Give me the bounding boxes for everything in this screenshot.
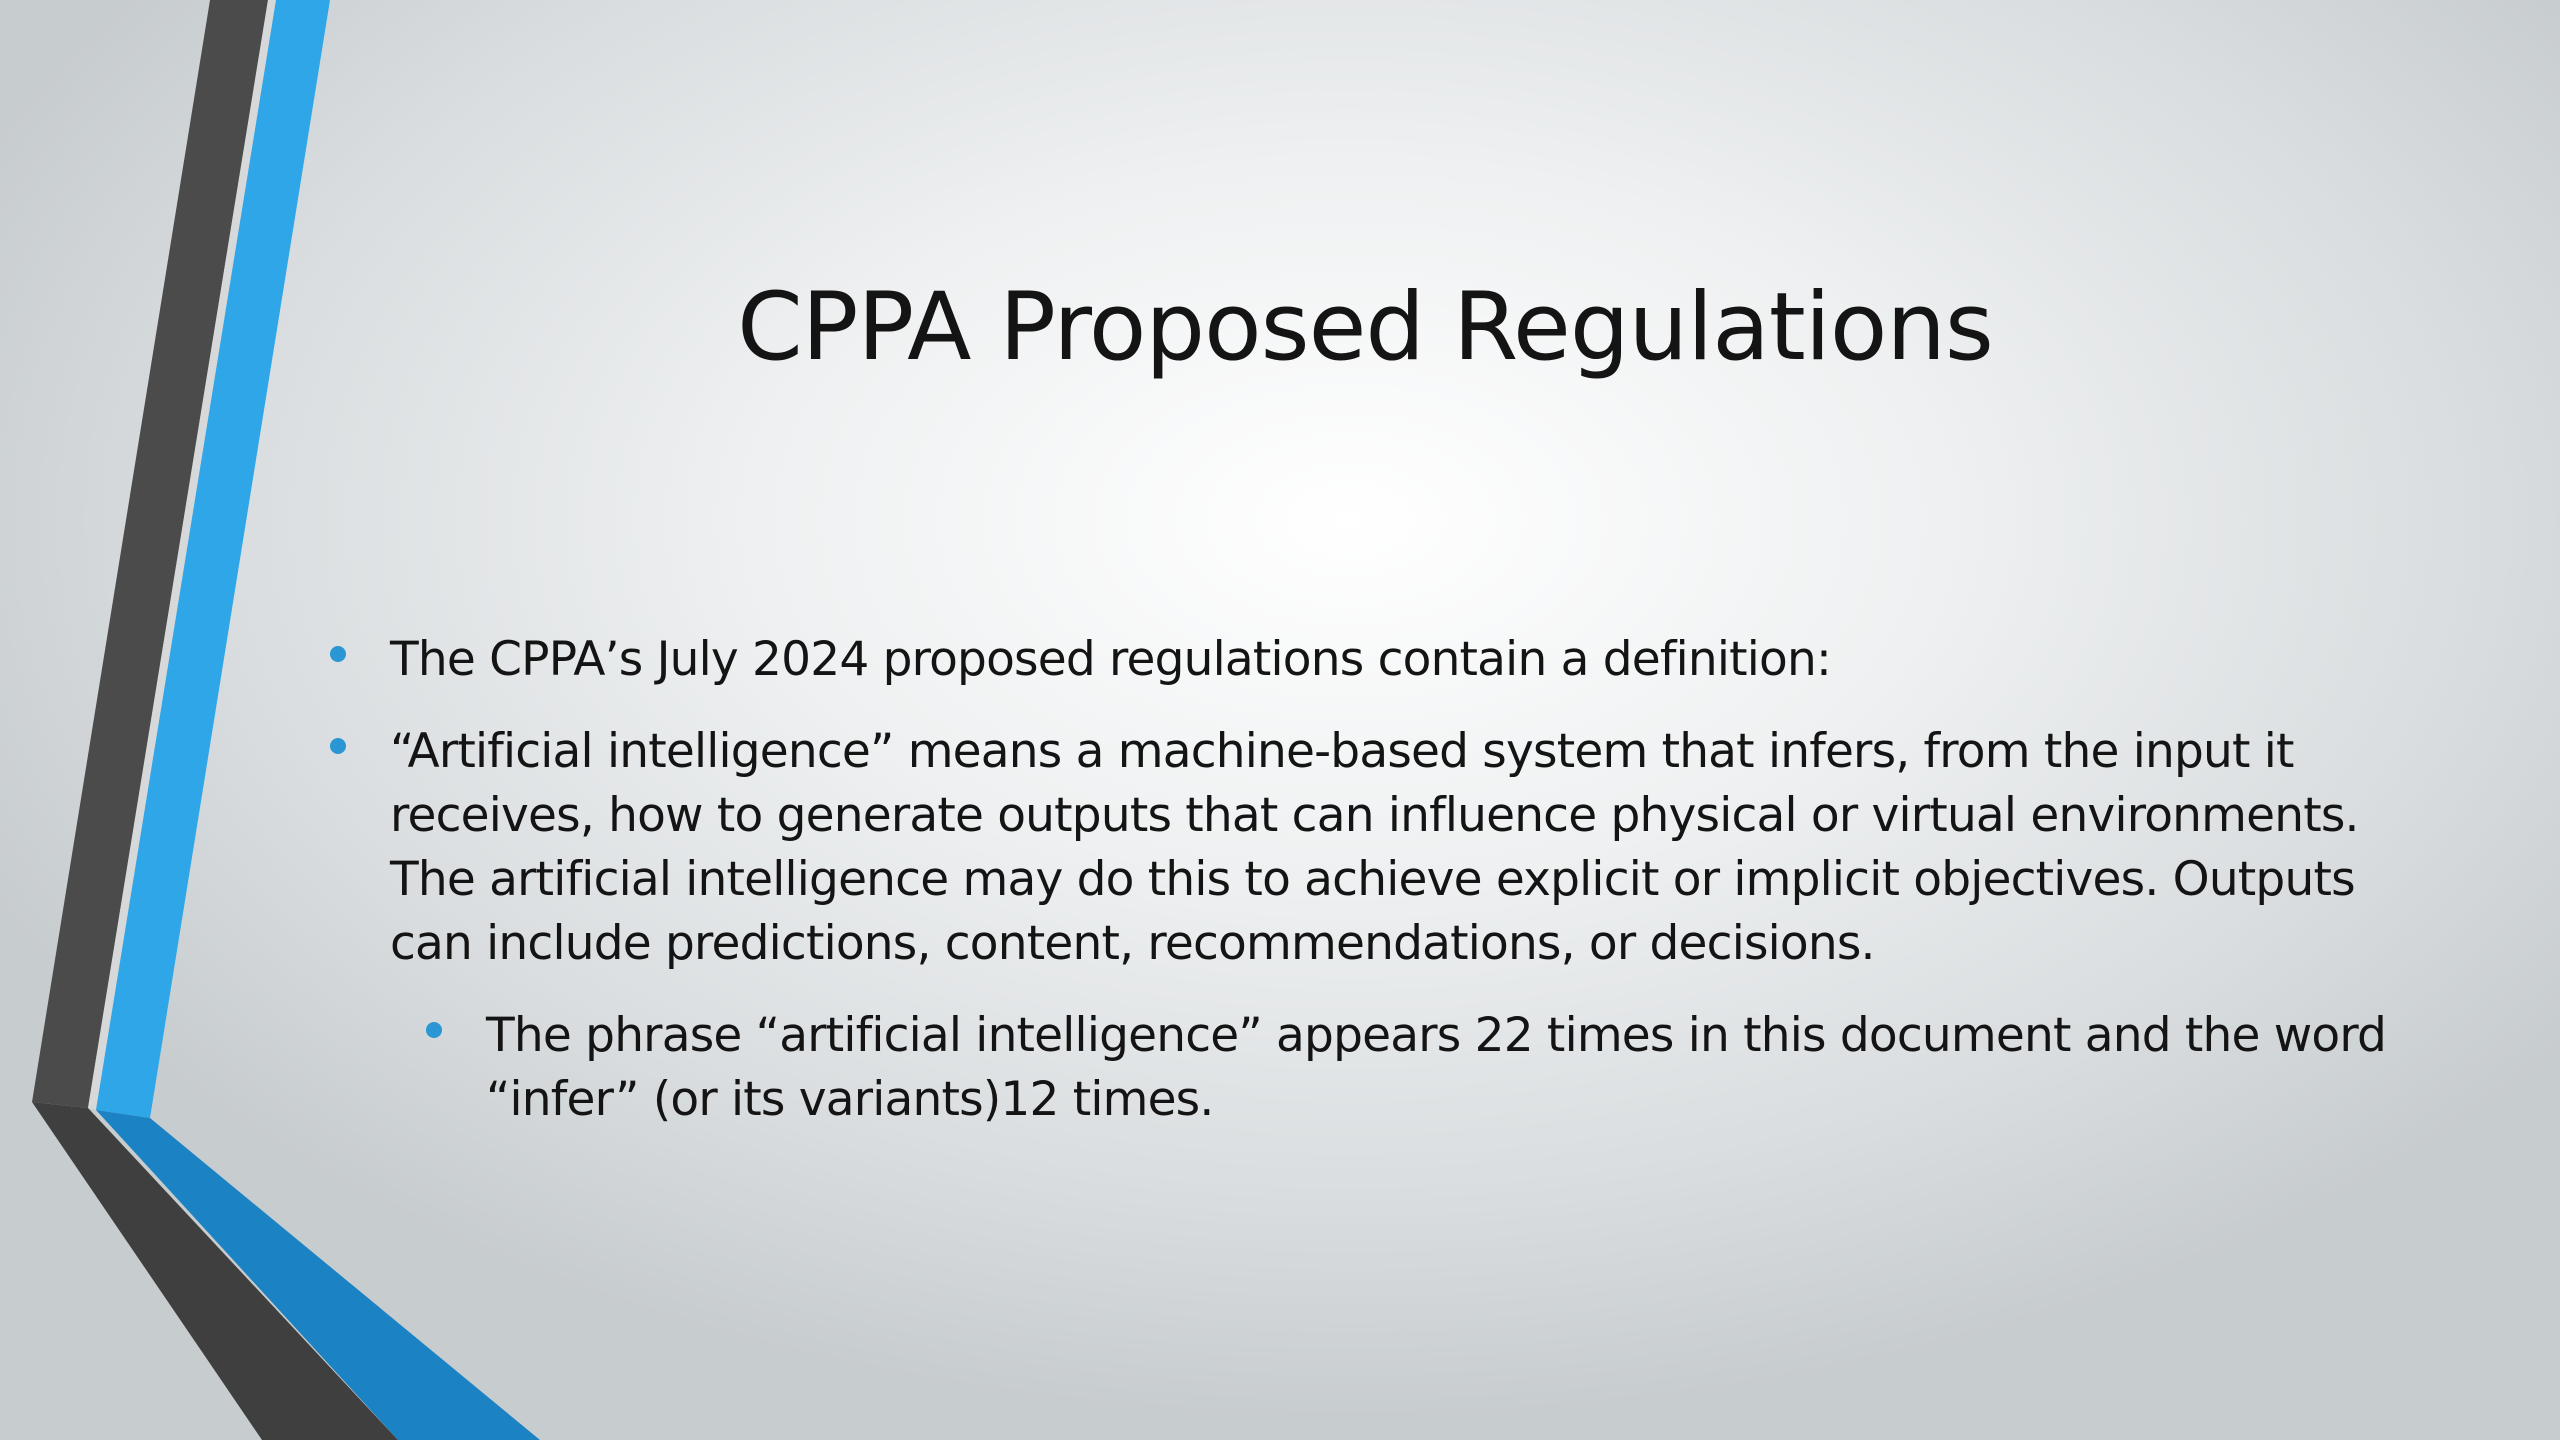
slide-title-container: [330, 268, 2400, 388]
sub-bullet-item: [422, 1004, 2416, 1132]
light-stripe-upper: [88, 0, 276, 1110]
bullet-dot-icon: [330, 646, 346, 662]
bullet-text: “Artificial intelligence” means a machine-based system that infers, from the input it receives, how to generate outputs that can influence physical or virtual environments. The artificial intelligence may do this to achieve explicit or implicit objectives. Outputs can include predictions, content, recommendations, or decisions.: [390, 724, 2359, 971]
bullet-dot-icon: [330, 738, 346, 754]
bullet-item: [326, 720, 2416, 976]
bullet-dot-icon: [426, 1022, 442, 1038]
slide-title: CPPA Proposed Regulations: [737, 273, 1993, 382]
sub-bullet-text: The phrase “artificial intelligence” appears 22 times in this document and the word “infer” (or its variants)12 times.: [486, 1008, 2387, 1127]
bullet-item: [326, 628, 2416, 692]
slide-body: [326, 628, 2416, 1160]
bullet-text: The CPPA’s July 2024 proposed regulations contain a definition:: [390, 632, 1831, 687]
